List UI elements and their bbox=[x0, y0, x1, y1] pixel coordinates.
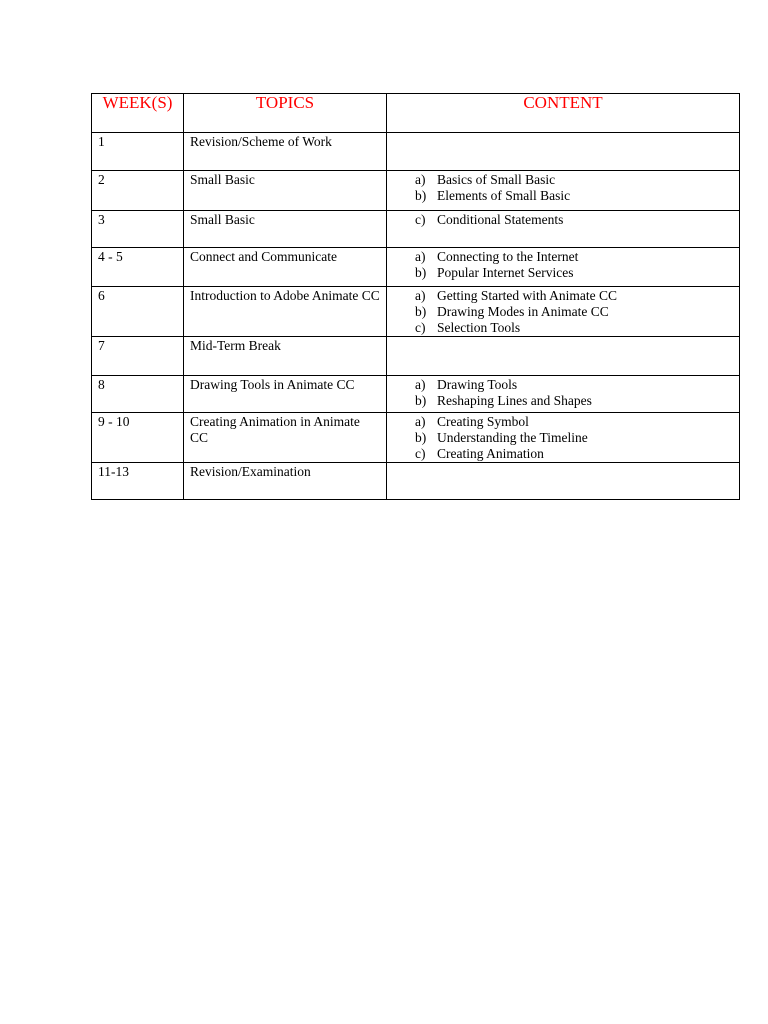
topic-cell: Small Basic bbox=[184, 211, 387, 248]
content-cell bbox=[387, 337, 740, 376]
content-list bbox=[415, 172, 733, 204]
list-marker: b) bbox=[415, 188, 427, 203]
table-row bbox=[92, 376, 740, 413]
topic-cell: Mid-Term Break bbox=[184, 337, 387, 376]
content-cell bbox=[387, 413, 740, 463]
content-cell bbox=[387, 376, 740, 413]
list-marker: b) bbox=[415, 393, 427, 408]
list-item-text: Conditional Statements bbox=[437, 212, 564, 227]
week-cell: 3 bbox=[92, 211, 184, 248]
list-item-text: Popular Internet Services bbox=[437, 265, 574, 280]
content-list bbox=[415, 377, 733, 409]
content-list-item bbox=[415, 212, 733, 228]
table-row bbox=[92, 248, 740, 287]
content-list-item bbox=[415, 393, 733, 409]
content-cell bbox=[387, 287, 740, 337]
week-cell: 9 - 10 bbox=[92, 413, 184, 463]
topic-cell: Revision/Examination bbox=[184, 463, 387, 500]
table-row bbox=[92, 287, 740, 337]
header-content: CONTENT bbox=[387, 94, 740, 133]
table-row bbox=[92, 337, 740, 376]
content-list-item bbox=[415, 377, 733, 393]
list-marker: a) bbox=[415, 288, 426, 303]
list-marker: b) bbox=[415, 265, 427, 280]
week-cell: 1 bbox=[92, 133, 184, 171]
list-marker: a) bbox=[415, 377, 426, 392]
header-topics: TOPICS bbox=[184, 94, 387, 133]
content-cell bbox=[387, 248, 740, 287]
list-item-text: Reshaping Lines and Shapes bbox=[437, 393, 592, 408]
list-item-text: Drawing Modes in Animate CC bbox=[437, 304, 609, 319]
list-marker: c) bbox=[415, 320, 426, 335]
list-marker: a) bbox=[415, 414, 426, 429]
content-cell bbox=[387, 171, 740, 211]
table-row bbox=[92, 211, 740, 248]
content-list-item bbox=[415, 304, 733, 320]
content-list-item bbox=[415, 414, 733, 430]
topic-cell: Connect and Communicate bbox=[184, 248, 387, 287]
table-row bbox=[92, 133, 740, 171]
content-list-item bbox=[415, 430, 733, 446]
list-item-text: Elements of Small Basic bbox=[437, 188, 571, 203]
scheme-of-work-table bbox=[91, 93, 740, 500]
list-item-text: Selection Tools bbox=[437, 320, 521, 335]
content-list-item bbox=[415, 265, 733, 281]
list-marker: c) bbox=[415, 212, 426, 227]
content-list-item bbox=[415, 188, 733, 204]
list-item-text: Basics of Small Basic bbox=[437, 172, 556, 187]
week-cell: 2 bbox=[92, 171, 184, 211]
content-list bbox=[415, 212, 733, 228]
content-list-item bbox=[415, 446, 733, 462]
content-cell bbox=[387, 133, 740, 171]
list-item-text: Creating Animation bbox=[437, 446, 544, 461]
content-cell bbox=[387, 463, 740, 500]
topic-cell: Introduction to Adobe Animate CC bbox=[184, 287, 387, 337]
week-cell: 8 bbox=[92, 376, 184, 413]
topic-cell: Creating Animation in Animate CC bbox=[184, 413, 387, 463]
content-list-item bbox=[415, 288, 733, 304]
list-marker: a) bbox=[415, 172, 426, 187]
header-row bbox=[92, 94, 740, 133]
list-marker: c) bbox=[415, 446, 426, 461]
topic-cell: Small Basic bbox=[184, 171, 387, 211]
week-cell: 7 bbox=[92, 337, 184, 376]
list-marker: b) bbox=[415, 430, 427, 445]
week-cell: 4 - 5 bbox=[92, 248, 184, 287]
list-item-text: Connecting to the Internet bbox=[437, 249, 579, 264]
table-row bbox=[92, 413, 740, 463]
content-list bbox=[415, 414, 733, 462]
week-cell: 6 bbox=[92, 287, 184, 337]
list-marker: b) bbox=[415, 304, 427, 319]
content-cell bbox=[387, 211, 740, 248]
content-list-item bbox=[415, 249, 733, 265]
week-cell: 11-13 bbox=[92, 463, 184, 500]
header-weeks: WEEK(S) bbox=[92, 94, 184, 133]
list-item-text: Getting Started with Animate CC bbox=[437, 288, 617, 303]
list-marker: a) bbox=[415, 249, 426, 264]
topic-cell: Revision/Scheme of Work bbox=[184, 133, 387, 171]
table-row bbox=[92, 171, 740, 211]
content-list-item bbox=[415, 172, 733, 188]
list-item-text: Creating Symbol bbox=[437, 414, 529, 429]
content-list bbox=[415, 249, 733, 281]
list-item-text: Drawing Tools bbox=[437, 377, 518, 392]
content-list-item bbox=[415, 320, 733, 336]
table-row bbox=[92, 463, 740, 500]
content-list bbox=[415, 288, 733, 336]
table-body bbox=[92, 133, 740, 500]
list-item-text: Understanding the Timeline bbox=[437, 430, 588, 445]
topic-cell: Drawing Tools in Animate CC bbox=[184, 376, 387, 413]
